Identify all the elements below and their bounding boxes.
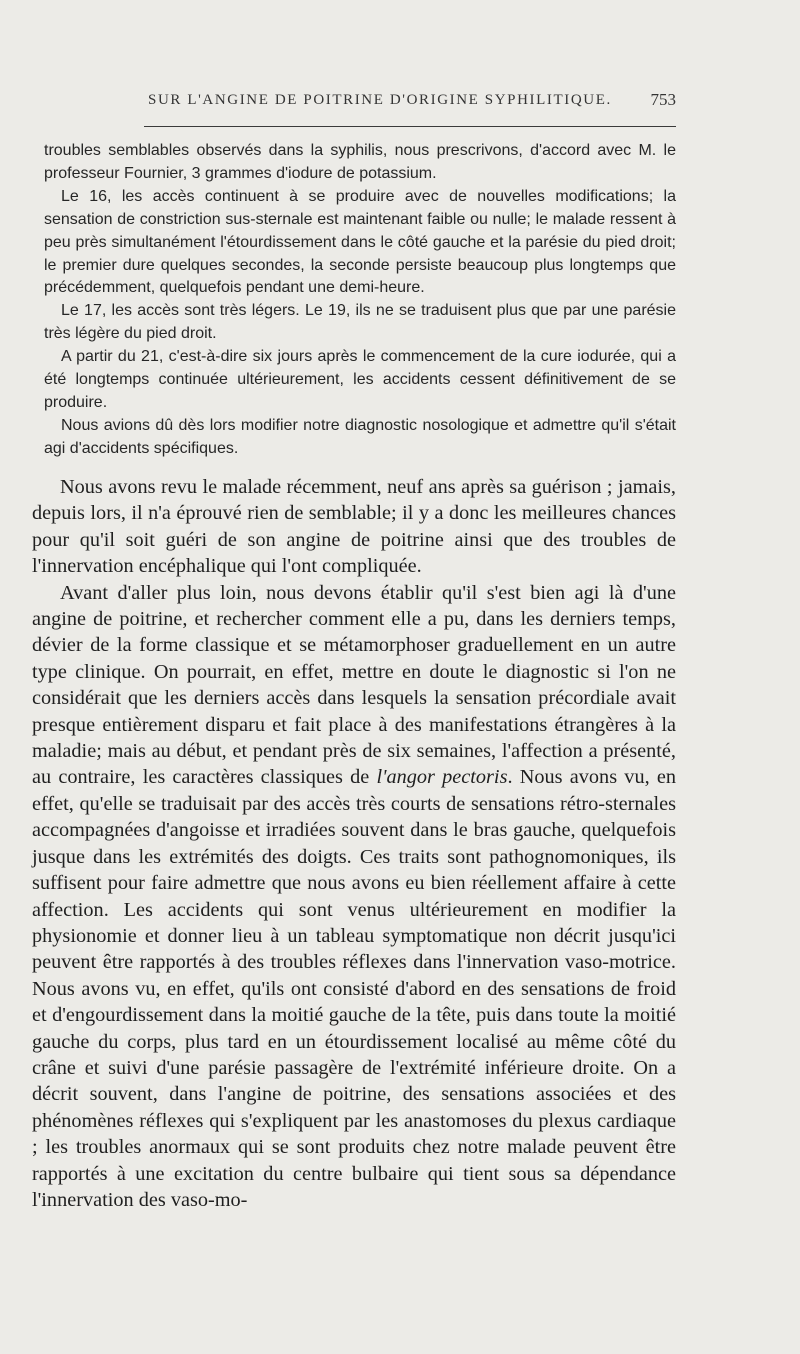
main-paragraph-2 xyxy=(32,580,676,1214)
main-paragraph-2-start: Avant d'aller plus loin, nous devons établir qu'il s'est bien agi là d'une angine de poitrine, et rechercher comment elle a pu, dans les derniers temps, dévier de la forme classique et se métamorphoser graduellement en un autre type clinique. On pourrait, en effet, mettre en doute le diagnostic si l'on ne considérait que les derniers accès dans lesquels la sensation précordiale avait presque entièrement disparu et fait place à des manifestations étrangères à la maladie; mais au début, et pendant près de six semaines, l'affection a présenté, au contraire, les caractères classiques de xyxy=(32,581,676,789)
small-paragraph-5: Nous avions dû dès lors modifier notre diagnostic nosologique et admettre qu'il s'était agi d'accidents spécifiques. xyxy=(44,416,676,457)
main-text xyxy=(32,474,676,1213)
main-paragraph-1: Nous avons revu le malade récemment, neuf ans après sa guérison ; jamais, depuis lors, il n'a éprouvé rien de semblable; il y a donc les meilleures chances pour qu'il soit guéri de son angine de poitrine ainsi que des troubles de l'innervation encéphalique qui l'ont compliquée. xyxy=(32,476,676,578)
small-paragraph-3: Le 17, les accès sont très légers. Le 19, ils ne se traduisent plus que par une parésie très légère du pied droit. xyxy=(44,302,676,343)
running-title: SUR L'ANGINE DE POITRINE D'ORIGINE SYPHILITIQUE. xyxy=(148,92,612,108)
italic-term: l'angor pectoris xyxy=(376,766,508,789)
case-notes-small-print xyxy=(44,140,676,461)
small-paragraph-4: A partir du 21, c'est-à-dire six jours après le commencement de la cure iodurée, qui a été longtemps continuée ultérieurement, les accidents cessent définitivement de se produire. xyxy=(44,348,676,411)
small-paragraph-2: Le 16, les accès continuent à se produire avec de nouvelles modifications; la sensation de constriction sus-sternale est maintenant faible ou nulle; le malade ressent à peu près simultanément l'étourdissement dans le côté gauche et la parésie du pied droit; le premier dure quelques secondes, la seconde persiste beaucoup plus longtemps que précédemment, quelquefois pendant une demi-heure. xyxy=(44,187,676,297)
header-rule xyxy=(144,126,676,127)
small-paragraph-1: troubles semblables observés dans la syphilis, nous prescrivons, d'accord avec M. le professeur Fournier, 3 grammes d'iodure de potassium. xyxy=(44,142,676,182)
main-paragraph-2-end: . Nous avons vu, en effet, qu'elle se traduisait par des accès très courts de sensations rétro-sternales accompagnées d'angoisse et irradiées souvent dans le bras gauche, quelquefois jusque dans les extrémités des doigts. Ces traits sont pathognomoniques, ils suffisent pour faire admettre que nous avons eu bien réellement affaire à cette affection. Les accidents qui sont venus ultérieurement en modifier la physionomie et donner lieu à un tableau symptomatique non décrit jusqu'ici peuvent être rapportés à des troubles réflexes dans l'innervation vaso-motrice. Nous avons vu, en effet, qu'ils ont consisté d'abord en des sensations de froid et d'engourdissement dans la moitié gauche de la tête, puis dans toute la moitié gauche du corps, plus tard en un étourdissement localisé au même côté du crâne et suivi d'une parésie passagère de l'extrémité inférieure droite. On a décrit souvent, dans l'angine de poitrine, des sensations associées et des phénomènes réflexes qui s'expliquent par les anastomoses du plexus cardiaque ; les troubles anormaux qui se sont produits chez notre malade peuvent être rapportés à une excitation du centre bulbaire qui tient sous sa dépendance l'innervation des vaso-mo- xyxy=(32,766,677,1211)
page-header xyxy=(44,88,676,116)
page-number: 753 xyxy=(650,90,676,109)
